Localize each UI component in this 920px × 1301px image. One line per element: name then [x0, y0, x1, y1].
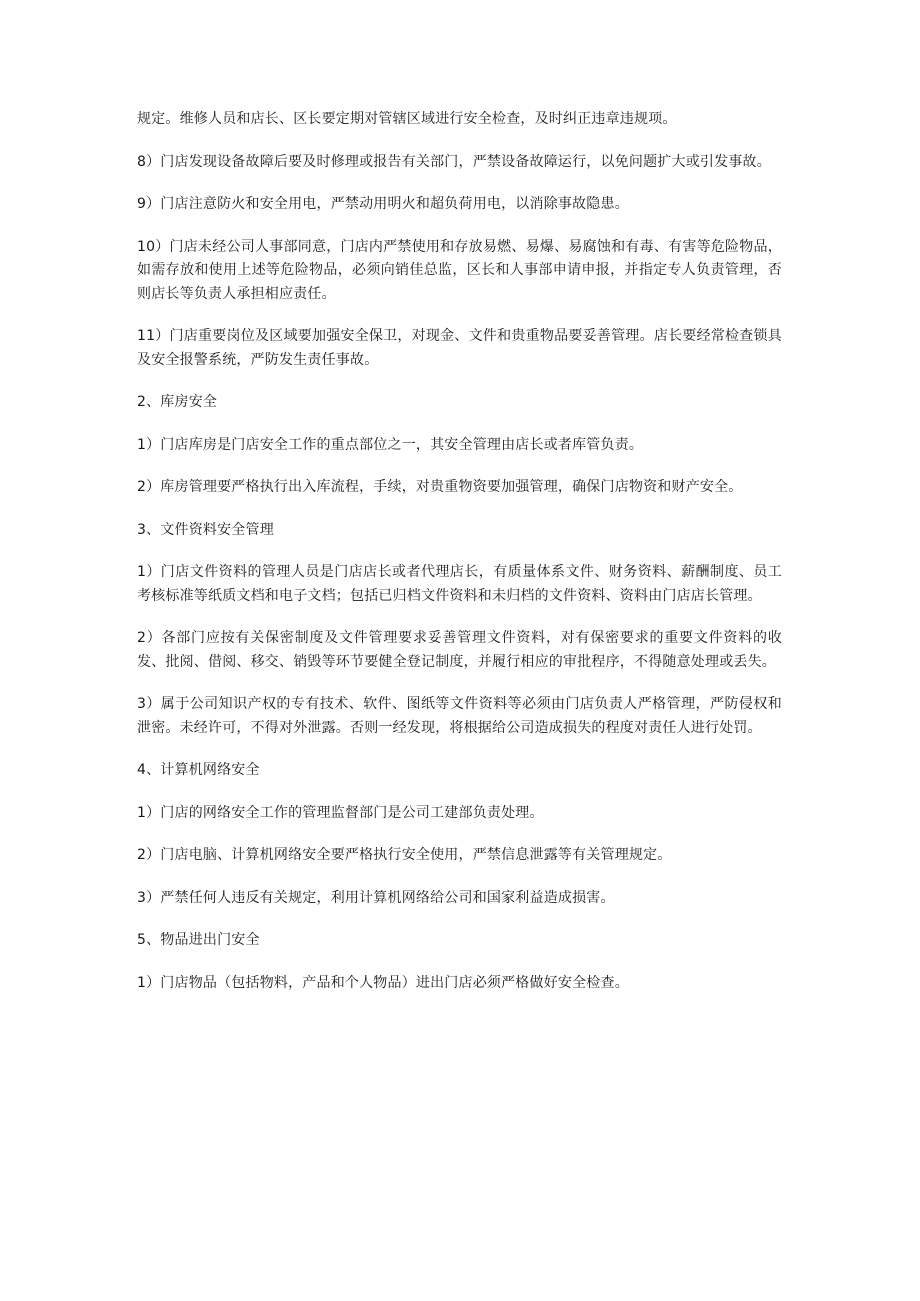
section-heading-warehouse: 2、库房安全 [137, 394, 218, 410]
paragraph-item-8: 8）门店发现设备故障后要及时修理或报告有关部门，严禁设备故障运行，以免问题扩大或引发事故。 [137, 153, 771, 170]
section-heading-goods: 5、物品进出门安全 [137, 932, 260, 948]
paragraph-item-11: 11）门店重要岗位及区域要加强安全保卫，对现金、文件和贵重物品要妥善管理。店长要经常检查锁具及安全报警系统，严防发生责任事故。 [137, 328, 782, 368]
paragraph-network-1: 1）门店的网络安全工作的管理监督部门是公司工建部负责处理。 [137, 804, 544, 821]
paragraph-rule-continuation: 规定。维修人员和店长、区长要定期对管辖区域进行安全检查，及时纠正违章违规项。 [137, 111, 677, 127]
paragraph-network-3: 3）严禁任何人违反有关规定，利用计算机网络给公司和国家利益造成损害。 [137, 889, 615, 906]
paragraph-warehouse-2: 2）库房管理要严格执行出入库流程，手续，对贵重物资要加强管理，确保门店物资和财产安全。 [137, 479, 743, 495]
document-page [137, 108, 782, 1014]
paragraph-item-10: 10）门店未经公司人事部同意，门店内严禁使用和存放易燃、易爆、易腐蚀和有毒、有害等危险物品，如需存放和使用上述等危险物品，必须向销佳总监，区长和人事部申请申报，并指定专人负责管理，否则店长等负责人承担相应责任。 [137, 238, 782, 302]
paragraph-goods-1: 1）门店物品（包括物料，产品和个人物品）进出门店必须严格做好安全检查。 [137, 974, 629, 991]
paragraph-documents-3: 3）属于公司知识产权的专有技术、软件、图纸等文件资料等必须由门店负责人严格管理，严防侵权和泄密。未经许可，不得对外泄露。否则一经发现，将根据给公司造成损失的程度对责任人进行处罚。 [137, 696, 782, 736]
paragraph-network-2: 2）门店电脑、计算机网络安全要严格执行安全使用，严禁信息泄露等有关管理规定。 [137, 847, 672, 863]
paragraph-item-9: 9）门店注意防火和安全用电，严禁动用明火和超负荷用电，以消除事故隐患。 [137, 196, 629, 212]
paragraph-documents-1: 1）门店文件资料的管理人员是门店店长或者代理店长，有质量体系文件、财务资料、薪酬制度、员工考核标准等纸质文档和电子文档；包括已归档文件资料和未归档的文件资料、资料由门店店长管理。 [137, 564, 782, 604]
paragraph-warehouse-1: 1）门店库房是门店安全工作的重点部位之一，其安全管理由店长或者库管负责。 [137, 436, 644, 453]
paragraph-documents-2: 2）各部门应按有关保密制度及文件管理要求妥善管理文件资料，对有保密要求的重要文件资料的收发、批阅、借阅、移交、销毁等环节要健全登记制度，并履行相应的审批程序，不得随意处理或丢失。 [137, 630, 782, 670]
section-heading-documents: 3、文件资料安全管理 [137, 521, 274, 538]
section-heading-network: 4、计算机网络安全 [137, 762, 260, 778]
